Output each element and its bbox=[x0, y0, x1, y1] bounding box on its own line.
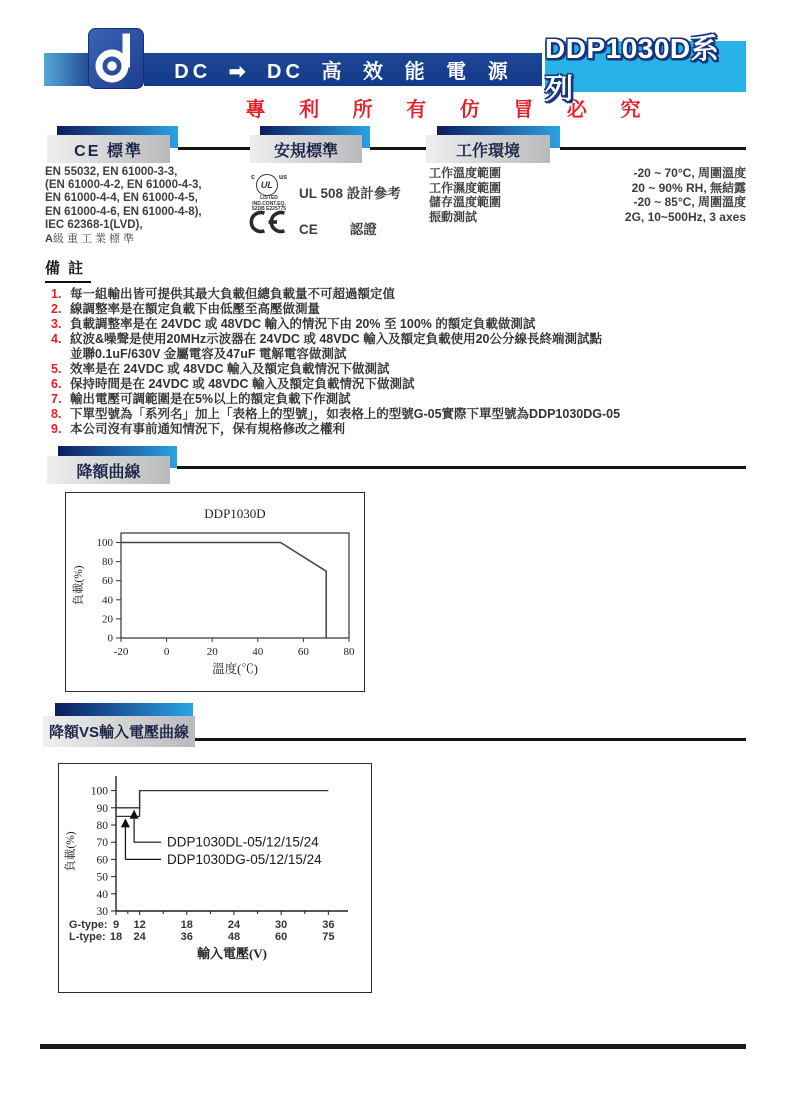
svg-text:80: 80 bbox=[343, 646, 355, 658]
env-row bbox=[429, 210, 746, 225]
ce-mark-icon bbox=[247, 209, 287, 240]
svg-text:24: 24 bbox=[227, 919, 241, 931]
note-item-continuation: 並聯0.1uF/630V 金屬電容及47uF 電解電容做測試 bbox=[70, 347, 347, 361]
svg-text:60: 60 bbox=[275, 931, 288, 943]
note-text: 輸出電壓可調範圍是在5%以上的額定負載下作測試 bbox=[70, 392, 351, 406]
note-number: 2. bbox=[51, 302, 62, 316]
header-rule bbox=[560, 147, 746, 150]
derating-vs-input-chart bbox=[58, 763, 372, 993]
svg-text:DDP1030DL-05/12/15/24: DDP1030DL-05/12/15/24 bbox=[167, 834, 319, 850]
env-row bbox=[429, 195, 746, 210]
patent-notice: 專 利 所 有 仿 冒 必 究 bbox=[245, 99, 655, 121]
svg-text:DDP1030DG-05/12/15/24: DDP1030DG-05/12/15/24 bbox=[167, 851, 322, 867]
section-title-environment: 工作環境 bbox=[426, 135, 550, 163]
svg-text:20: 20 bbox=[102, 613, 113, 626]
svg-text:40: 40 bbox=[252, 646, 264, 658]
note-number: 1. bbox=[51, 287, 62, 301]
note-item bbox=[51, 362, 620, 377]
svg-text:100: 100 bbox=[96, 537, 113, 550]
svg-text:100: 100 bbox=[90, 785, 108, 798]
ce-cert-word: 認證 bbox=[349, 222, 377, 237]
ce-standard-line: EN 55032, EN 61000-3-3, bbox=[45, 166, 178, 178]
env-value: -20 ~ 85°C, 周圍溫度 bbox=[633, 195, 746, 209]
svg-text:DDP1030D: DDP1030D bbox=[204, 506, 266, 521]
svg-text:90: 90 bbox=[96, 802, 108, 815]
svg-text:負載(%): 負載(%) bbox=[65, 831, 77, 872]
ul-c: c bbox=[250, 174, 255, 181]
notes-title: 備 註 bbox=[45, 257, 91, 283]
env-value: -20 ~ 70°C, 周圍溫度 bbox=[633, 166, 746, 180]
note-number: 8. bbox=[51, 407, 62, 421]
derating-curve-chart bbox=[65, 492, 365, 692]
ce-standard-line: (EN 61000-4-2, EN 61000-4-3, bbox=[45, 179, 202, 192]
ce-certification-text bbox=[299, 218, 377, 238]
svg-text:80: 80 bbox=[102, 556, 113, 569]
svg-text:30: 30 bbox=[275, 919, 288, 931]
ul-us: us bbox=[278, 174, 288, 181]
svg-text:80: 80 bbox=[96, 820, 108, 832]
svg-text:48: 48 bbox=[227, 931, 241, 943]
note-item bbox=[51, 302, 620, 317]
note-item bbox=[51, 422, 620, 437]
svg-text:60: 60 bbox=[297, 646, 309, 658]
section-title-derating: 降額曲線 bbox=[47, 456, 170, 484]
ul-design-reference: UL 508 設計參考 bbox=[299, 186, 401, 201]
series-badge bbox=[545, 32, 746, 104]
header-rule bbox=[178, 147, 250, 150]
ce-standards-list bbox=[45, 166, 202, 246]
note-text: 線調整率是在額定負載下由低壓至高壓做測量 bbox=[70, 302, 321, 316]
note-item bbox=[51, 332, 620, 347]
note-text: 效率是在 24VDC 或 48VDC 輸入及額定負載情況下做測試 bbox=[70, 362, 390, 376]
ul-circle: UL bbox=[256, 174, 278, 196]
svg-text:50: 50 bbox=[96, 871, 108, 884]
ce-standard-line: IEC 62368-1(LVD), bbox=[45, 218, 143, 231]
svg-text:36: 36 bbox=[180, 931, 193, 943]
ul-listed-mark-icon bbox=[247, 174, 291, 213]
brand-logo-icon bbox=[88, 28, 144, 92]
svg-text:60: 60 bbox=[102, 575, 113, 588]
note-text: 本公司沒有事前通知情況下，保有規格修改之權利 bbox=[70, 422, 346, 436]
env-label: 工作濕度範圍 bbox=[429, 180, 502, 195]
svg-text:-20: -20 bbox=[113, 646, 129, 658]
note-item bbox=[51, 317, 620, 332]
env-label: 儲存溫度範圍 bbox=[429, 195, 502, 209]
note-number: 9. bbox=[51, 422, 62, 436]
svg-text:18: 18 bbox=[180, 919, 193, 931]
industrial-grade-line bbox=[45, 233, 202, 246]
svg-text:溫度(℃): 溫度(℃) bbox=[212, 662, 258, 676]
note-text: 每一組輸出皆可提供其最大負載但總負載量不可超過額定值 bbox=[70, 287, 396, 301]
svg-text:20: 20 bbox=[206, 646, 218, 658]
header-rule bbox=[177, 466, 746, 469]
svg-text:負載(%): 負載(%) bbox=[73, 565, 85, 606]
svg-text:18: 18 bbox=[109, 931, 123, 943]
svg-text:12: 12 bbox=[133, 919, 146, 931]
grade-text: 級重工業標準 bbox=[52, 233, 137, 246]
svg-text:40: 40 bbox=[96, 888, 108, 901]
ce-label: CE bbox=[299, 222, 318, 237]
ul-category-text: IND.CONT.EQ. bbox=[252, 200, 286, 207]
svg-text:0: 0 bbox=[163, 646, 170, 658]
note-item bbox=[51, 377, 620, 392]
svg-text:40: 40 bbox=[102, 594, 113, 607]
note-number: 4. bbox=[51, 332, 62, 346]
env-label: 振動測試 bbox=[429, 209, 478, 224]
note-item bbox=[51, 287, 620, 302]
env-row bbox=[429, 166, 746, 181]
note-text: 紋波&噪聲是使用20MHz示波器在 24VDC 或 48VDC 輸入及額定負載使用20公分線長終端測試點 bbox=[70, 332, 603, 346]
notes-list bbox=[51, 287, 620, 437]
note-item bbox=[51, 407, 620, 422]
ce-standard-line: EN 61000-4-6, EN 61000-4-8), bbox=[45, 205, 202, 218]
svg-text:30: 30 bbox=[96, 906, 108, 918]
note-text: 負載調整率是在 24VDC 或 48VDC 輸入的情況下由 20% 至 100% 的額定負載做測試 bbox=[70, 317, 536, 331]
ul-listed-text: LISTED bbox=[260, 195, 278, 201]
svg-text:24: 24 bbox=[133, 931, 146, 943]
note-item bbox=[51, 392, 620, 407]
note-text: 保持時間是在 24VDC 或 48VDC 輸入及額定負載情況下做測試 bbox=[70, 377, 415, 391]
svg-text:L-type:: L-type: bbox=[69, 931, 106, 943]
svg-text:輸入電壓(V): 輸入電壓(V) bbox=[196, 946, 268, 961]
footer-rule bbox=[40, 1044, 746, 1049]
env-value: 2G, 10~500Hz, 3 axes bbox=[624, 209, 746, 224]
svg-text:70: 70 bbox=[96, 837, 108, 850]
svg-text:9: 9 bbox=[112, 919, 120, 931]
environment-spec-table bbox=[429, 166, 746, 224]
header-rule bbox=[195, 738, 746, 741]
derating-curve-svg bbox=[66, 493, 364, 691]
note-number: 5. bbox=[51, 362, 62, 376]
note-number: 7. bbox=[51, 392, 62, 406]
product-title: DC ➡ DC 高 效 能 電 源 bbox=[174, 61, 512, 83]
env-row bbox=[429, 181, 746, 196]
note-number: 6. bbox=[51, 377, 62, 391]
svg-text:G-type:: G-type: bbox=[69, 919, 108, 931]
svg-text:75: 75 bbox=[322, 931, 335, 943]
derating-vs-input-svg bbox=[59, 764, 371, 992]
ce-standard-line: EN 61000-4-4, EN 61000-4-5, bbox=[45, 192, 198, 205]
series-name: DDP1030D系列 bbox=[545, 32, 720, 104]
note-text: 下單型號為「系列名」加上「表格上的型號」，如表格上的型號G-05實際下單型號為DDP1030DG-05 bbox=[70, 407, 621, 421]
svg-text:36: 36 bbox=[322, 919, 335, 931]
svg-text:60: 60 bbox=[96, 854, 108, 867]
product-title-bar bbox=[144, 53, 542, 86]
header-rule bbox=[370, 147, 426, 150]
svg-text:0: 0 bbox=[107, 632, 113, 645]
section-title-safety: 安規標準 bbox=[250, 135, 362, 163]
section-title-derating-vs-input: 降額VS輸入電壓曲線 bbox=[43, 716, 195, 747]
ul-file-number: 52DB E225775 bbox=[251, 206, 287, 213]
env-value: 20 ~ 90% RH, 無結露 bbox=[631, 180, 746, 195]
section-title-ce: CE 標準 bbox=[47, 135, 170, 163]
grade-prefix: A bbox=[45, 233, 53, 246]
env-label: 工作溫度範圍 bbox=[429, 166, 502, 180]
note-number: 3. bbox=[51, 317, 62, 331]
